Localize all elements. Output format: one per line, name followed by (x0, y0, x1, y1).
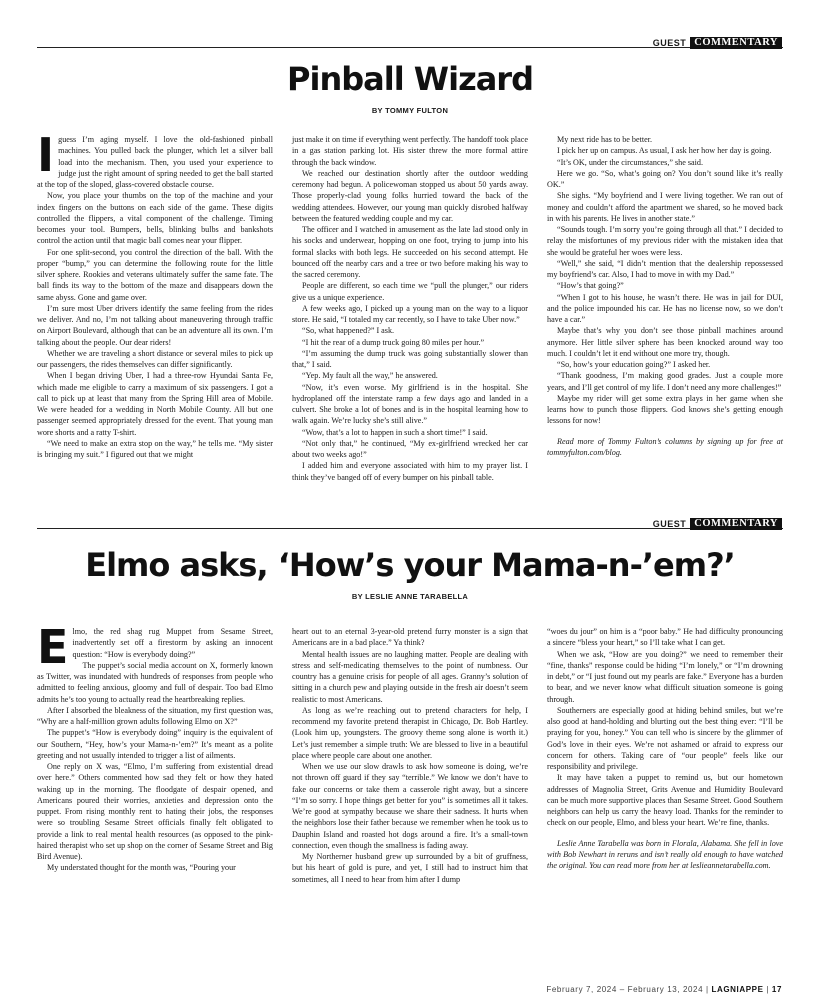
paragraph: I added him and everyone associated with him to my prayer list. I think they’ve banged off of every bumper on his pinball table. (292, 461, 528, 482)
paragraph: After I absorbed the bleakness of the situation, my first question was, “Why are a half-million grown adults following Elmo on X?” (37, 705, 273, 726)
section-tag (653, 37, 782, 49)
article-headline-2: Elmo asks, ‘How’s your Mama-n-’em?’ (85, 546, 735, 584)
paragraph: “Not only that,” he continued, “My ex-girlfriend wrecked her car about two weeks ago!” (292, 438, 528, 459)
article-byline-2: BY LESLIE ANNE TARABELLA (351, 592, 469, 601)
paragraph: The officer and I watched in amusement as the late lad stood only in his socks and underwear, hopping on one foot, trying to jump into his formal slacks with both legs. He succeeded on his second attempt. He bounced off the nearby cars and a tree or two before making his way to the sacred ceremony. (292, 225, 528, 279)
column-3 (547, 134, 783, 483)
page-footer: February 7, 2024 – February 13, 2024 | LAGNIAPPE | 17 (546, 985, 782, 994)
paragraph: “I hit the rear of a dump truck going 80 miles per hour.” (302, 337, 485, 347)
issue-dates: February 7, 2024 – February 13, 2024 (546, 985, 704, 994)
paragraph: My Northerner husband grew up surrounded by a bit of gruffness, but his heart of gold is pure, and yet, I still had to instruct him that sometimes, all I need to hear from him after I dump (292, 852, 528, 884)
paragraph: “I’m assuming the dump truck was going substantially slower than that,” I said. (292, 348, 528, 369)
paragraph: Now, you place your thumbs on the top of the machine and your index fingers on the buttons on each side of the game. These digits controlled the flippers, a vital component of the challenge. Timing becomes your tool. Bumpers, bells, blinking bulbs and bankshots control the action until that magic ball comes near your flipper. (37, 191, 273, 246)
paragraph: Maybe that’s why you don’t see those pinball machines around anymore. Her little silver sphere has been knocked around way too much. I couldn’t let it end without one more try, though. (547, 326, 783, 358)
paragraph: My understated thought for the month was, “Pouring your (47, 863, 236, 873)
paragraph: “Yep. My fault all the way,” he answered. (302, 371, 438, 381)
column-1 (37, 128, 273, 483)
paragraph: The puppet’s “How is everybody doing” inquiry is the equivalent of our Southern, “Hey, how’s your Mama-n-’em?” It’s meant as a polite greeting and not usually intended to trigger a list of ailments. (37, 728, 273, 760)
paragraph: “Wow, that’s a lot to happen in such a short time!” I said. (302, 427, 488, 437)
tag-commentary: COMMENTARY (690, 518, 782, 530)
article-body (37, 128, 783, 483)
paragraph: “Now, it’s even worse. My girlfriend is in the hospital. She hydroplaned off the interstate ramp a few days ago and landed in a culvert. She broke a lot of bones and is in the hospital learning how to walk again. We’re lucky she’s still alive.” (292, 382, 528, 426)
paragraph: One reply on X was, “Elmo, I’m suffering from existential dread over here.” Others commented how sad they felt or how they hated waking up in the morning. The floodgate of despair opened, and Americans poured their worries, anxieties and depression onto the puppet. From rising monthly rent to hating their jobs, the responses were so troubling Sesame Street officials finally felt obligated to provide a link to real mental health resources (as opposed to the pink-haired therapist who set up shop on the corner of Sesame Street and Big Bird Avenue). (37, 762, 273, 861)
paragraph: “Sounds tough. I’m sorry you’re going through all that.” I decided to relay the misfortunes of my previous rider with the mistaken idea that she would be grateful her woes were less. (547, 225, 783, 257)
section-tag-2 (653, 518, 782, 530)
paragraph: “We need to make an extra stop on the way,” he tells me. “My sister is bringing my suit.” I figured out that we might (37, 438, 273, 459)
tag-guest: GUEST (652, 519, 687, 529)
publication-name: LAGNIAPPE (711, 985, 764, 994)
paragraph: As long as we’re reaching out to pretend characters for help, I recommend my favorite pretend therapist in Chicago, Dr. Bob Hartley. (Look him up, youngsters. The groovy theme song alone is worth it.) Let’s just remember a simple truth: We are blessed to live in a beautiful place where people care about one another. (292, 705, 528, 760)
paragraph: Elmo, the red shag rug Muppet from Sesame Street, inadvertently set off a firestorm by asking an innocent question: “How is everybody doing?” (37, 620, 273, 674)
paragraph: I guess I’m aging myself. I love the old-fashioned pinball machines. You pulled back the plunger, which let a silver ball load into the mechanism. Then, you used your experience to judge just the right amount of spring needed to get the ball started at the top of the sloped, glass-covered obstacle course. (37, 128, 273, 189)
paragraph: Southerners are especially good at hiding behind smiles, but we’re also good at hand-holding and blurting out the best thing ever: “I’ll be praying for you, honey.” You can tell who is sincere by the glimmer of God’s love in their eyes. We’re not ashamed or afraid to express our concern for others. Taking care of “our people” feels like our responsibility and privilege. (547, 705, 783, 771)
paragraph: “Thank goodness, I’m making good grades. Just a couple more years, and I’ll get control of my life. I don’t need any more challenges!” (547, 371, 783, 392)
paragraph: When we use our slow drawls to ask how someone is doing, we’re not thrown off guard if they say “terrible.” We know we don’t have to fake our concerns or take them a casserole right away, but a sincere “I’m so sorry. I hope things get better for you” is sometimes all it takes. We’re good at sympathy because we share their sadness. It hurts when the neighbors lose their father because we remember when he took us to Dauphin Island and roasted hot dogs around a fire. It’s a small-town connection, even though the smallness is fading away. (292, 762, 528, 850)
paragraph: just make it on time if everything went perfectly. The handoff took place in a gas station parking lot. His sister threw the more formal attire through the back window. (292, 135, 528, 167)
paragraph: For one split-second, you control the direction of the ball. With the proper “bump,” you can determine the following route for the little silver sphere. Rookies and veterans ultimately suffer the same fate. The ball finds its way to the bottom of the maze and disappears down the same abyss. Gone and game over. (37, 247, 273, 302)
author-note: Read more of Tommy Fulton’s columns by signing up for free at tommyfulton.com/blog. (547, 436, 783, 457)
paragraph: It may have taken a puppet to remind us, but our hometown addresses of Magnolia Street, Grits Avenue and Humidity Boulevard can be much more supportive places than Sesame Street. Good Southern neighbors can help us carry the heavy load. Thanks for the reminder to check on our people, Elmo, and bless your heart. We’re fine, thanks. (547, 773, 783, 828)
paragraph: The puppet’s social media account on X, formerly known as Twitter, was inundated with hundreds of responses from people who admitted to feeling anxious, gloomy and full of despair. Too bad Elmo admits he’s too young to actually read the heartbreaking replies. (37, 660, 273, 704)
paragraph: When we ask, “How are you doing?” we need to remember their “fine, thanks” response could be hiding “I’m lonely,” or “I’m drowning in debt,” or “I just found out my pearls are fake.” Everyone has a burden to bear, and we never know what difficult situation someone is going through. (547, 649, 783, 704)
article-byline: BY TOMMY FULTON (371, 106, 449, 115)
author-note: Leslie Anne Tarabella was born in Florala, Alabama. She fell in love with Bob Newhart in reruns and isn’t really old enough to have watched the original. You can read more from her at leslieannetarabella.com. (547, 838, 783, 870)
paragraph: “It’s OK, under the circumstances,” she said. (557, 157, 703, 167)
paragraph: People are different, so each time we “pull the plunger,” our riders give us a unique experience. (292, 281, 528, 302)
column-1 (37, 620, 273, 885)
column-2 (292, 134, 528, 483)
paragraph: “woes du jour” on him is a “poor baby.” He had difficulty pronouncing a sincere “bless your heart,” so I’ll take what I can get. (547, 627, 783, 648)
paragraph: Maybe my rider will get some extra plays in her game when she learns how to punch those flippers. God knows she’s getting enough lessons for now! (547, 393, 783, 426)
tag-guest: GUEST (652, 38, 687, 48)
paragraph: We reached our destination shortly after the outdoor wedding ceremony had begun. A policewoman stopped us about 50 yards away. Those properly-clad young folks hurried toward the back of the wedding attendees. However, our young man quickly disrobed halfway between the featured wedding couple and my car. (292, 168, 528, 223)
drop-cap: E (37, 620, 69, 674)
paragraph: My next ride has to be better. (557, 135, 652, 144)
article-headline: Pinball Wizard (287, 60, 533, 98)
paragraph: “So, how’s your education going?” I asked her. (557, 360, 711, 369)
paragraph: “When I got to his house, he wasn’t there. He was in jail for DUI, and the police impounded his car. He has no license now, so we don’t have a car.” (547, 292, 783, 324)
paragraph: Here we go. “So, what’s going on? You don’t sound like it’s really OK.” (547, 168, 783, 189)
paragraph: I’m sure most Uber drivers identify the same feeling from the rides we deliver. And no, I’m not talking about maneuvering through traffic on Airport Boulevard, although that can be an adventure all its own. I’m talking about the people. Our dear riders! (37, 303, 273, 347)
paragraph: Whether we are traveling a short distance or several miles to pick up our passengers, the rides themselves can differ significantly. (37, 348, 273, 369)
drop-cap: I (37, 128, 55, 182)
tag-commentary: COMMENTARY (690, 37, 782, 49)
paragraph: “So, what happened?” I ask. (302, 326, 395, 336)
paragraph: “Well,” she said, “I didn’t mention that the dealership repossessed my boyfriend’s car. Also, I had to move in with my Dad.” (547, 258, 783, 279)
paragraph: I pick her up on campus. As usual, I ask her how her day is going. (557, 146, 772, 156)
article-body-2 (37, 620, 783, 885)
page-number: 17 (771, 985, 782, 994)
paragraph: “How’s that going?” (557, 281, 624, 291)
paragraph: Mental health issues are no laughing matter. People are dealing with stress and self-medicating themselves to the point of numbness. Our country has a genuine crisis for people of all ages. Granny’s solution of sitting in a church pew and playing outside in the fresh air doesn’t seem realistic to most Americans. (292, 649, 528, 704)
column-2 (292, 626, 528, 885)
paragraph: When I began driving Uber, I had a three-row Hyundai Santa Fe, which made me eligible to carry a maximum of six passengers. I got a call to pick up at least that many from the Spring Hill area of Mobile. We were headed for a wedding in North Mobile County. All but one passenger seemed appropriately dressed for the event. That young man wore shorts and a ratty T-shirt. (37, 371, 273, 437)
paragraph: A few weeks ago, I picked up a young man on the way to a liquor store. He said, “I totaled my car recently, so I have to take Uber now.” (292, 303, 528, 324)
paragraph: heart out to an eternal 3-year-old pretend furry monster is a sign that Americans are in a bad place.” Ya think? (292, 627, 528, 648)
paragraph: She sighs. “My boyfriend and I were living together. We ran out of money and couldn’t afford the apartment we shared, so he moved back in with his parents. He lives in another state.” (547, 191, 783, 223)
column-3 (547, 626, 783, 885)
